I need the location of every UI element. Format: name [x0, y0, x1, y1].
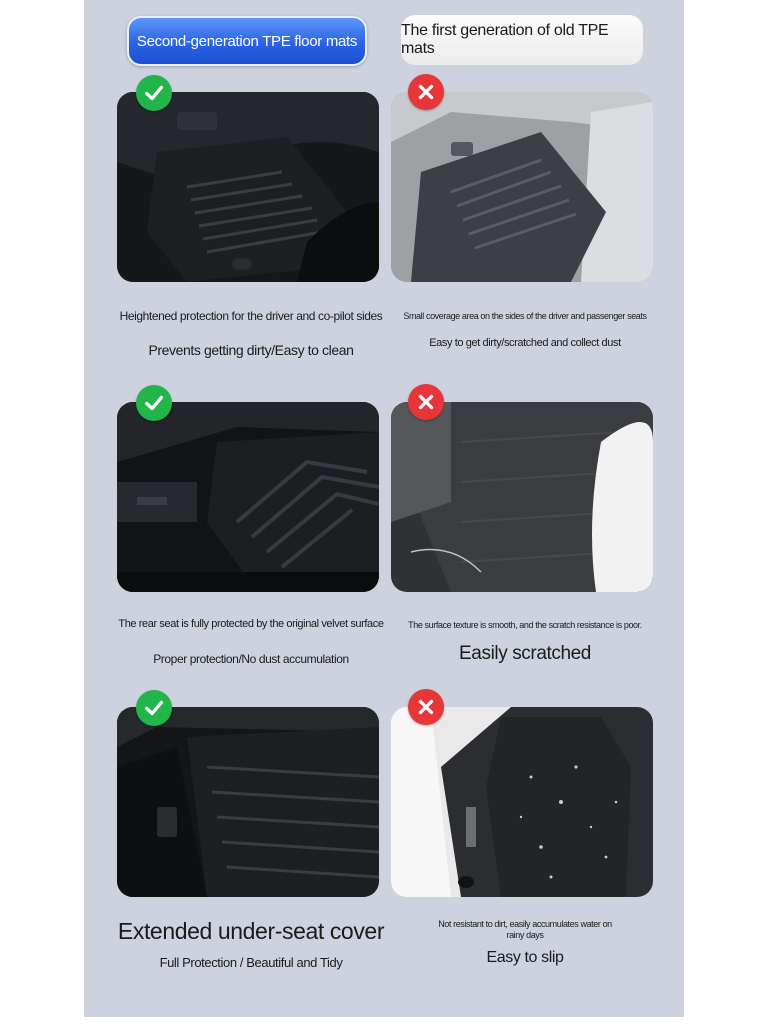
- bad-subcaption-1: Easy to get dirty/scratched and collect dust: [429, 337, 621, 349]
- good-caption-2: The rear seat is fully protected by the original velvet surface: [118, 618, 384, 630]
- good-badge-1: [136, 75, 172, 111]
- bad-badge-3: [408, 689, 444, 725]
- bad-badge-2: [408, 384, 444, 420]
- cross-icon: [415, 391, 437, 413]
- new-mat-photo-under-seat: [117, 707, 379, 897]
- good-subcaption-3: Full Protection / Beautiful and Tidy: [159, 955, 343, 970]
- new-mat-photo-front: [117, 92, 379, 282]
- good-badge-2: [136, 385, 172, 421]
- old-generation-label-text: The first generation of old TPE mats: [401, 22, 609, 57]
- check-icon: [143, 697, 165, 719]
- check-icon: [143, 82, 165, 104]
- new-generation-label-text: Second-generation TPE floor mats: [136, 32, 358, 50]
- bad-badge-1: [408, 74, 444, 110]
- good-subcaption-2: Proper protection/No dust accumulation: [153, 652, 349, 666]
- old-mat-photo-under-seat: [391, 707, 653, 897]
- good-badge-3: [136, 690, 172, 726]
- bad-caption-2: The surface texture is smooth, and the scratch resistance is poor.: [408, 620, 642, 630]
- bad-caption-1: Small coverage area on the sides of the driver and passenger seats: [403, 311, 647, 321]
- old-mat-photo-front: [391, 92, 653, 282]
- good-caption-1: Heightened protection for the driver and co-pilot sides: [119, 309, 383, 323]
- bad-subcaption-2: Easily scratched: [459, 643, 591, 664]
- check-icon: [143, 392, 165, 414]
- old-generation-label: [401, 15, 643, 65]
- cross-icon: [415, 696, 437, 718]
- cross-icon: [415, 81, 437, 103]
- good-subcaption-1: Prevents getting dirty/Easy to clean: [148, 342, 354, 358]
- new-mat-photo-rear: [117, 402, 379, 592]
- new-generation-label: [127, 16, 367, 66]
- bad-subcaption-3: Easy to slip: [486, 949, 564, 966]
- bad-caption-3: Not resistant to dirt, easily accumulates water on rainy days: [438, 919, 612, 940]
- old-mat-photo-rear: [391, 402, 653, 592]
- good-caption-3: Extended under-seat cover: [117, 918, 385, 944]
